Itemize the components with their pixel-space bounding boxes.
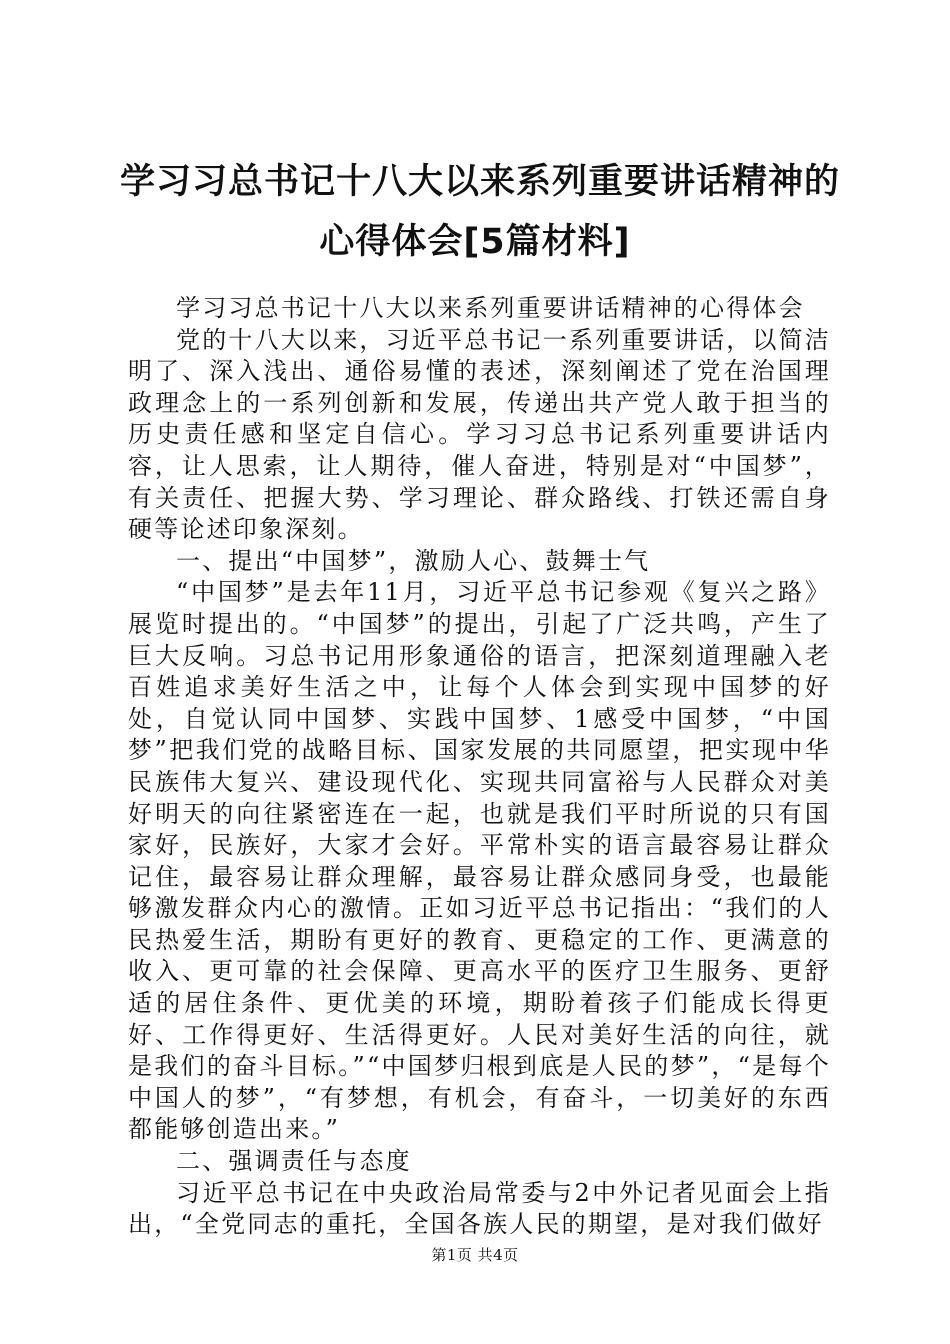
section-heading-2: 二、强调责任与态度	[176, 1147, 412, 1176]
body-paragraph: “中国梦”是去年11月，习近平总书记参观《复兴之路》展览时提出的。“中国梦”的提出，引起了广泛共鸣，产生了巨大反响。习总书记用形象通俗的语言，把深刻道理融入老百姓追求美好生活之中，让每个人体会到实现中国梦的好处，自觉认同中国梦、实践中国梦、1感受中国梦，“中国梦”把我们党的战略目标、国家发展的共同愿望，把实现中华民族伟大复兴、建设现代化、实现共同富裕与人民群众对美好明天的向往紧密连在一起，也就是我们平时所说的只有国家好，民族好，大家才会好。平常朴实的语言最容易让群众记住，最容易让群众理解，最容易让群众感同身受，也最能够激发群众内心的激情。正如习近平总书记指出：“我们的人民热爱生活，期盼有更好的教育、更稳定的工作、更满意的收入、更可靠的社会保障、更高水平的医疗卫生服务、更舒适的居住条件、更优美的环境，期盼着孩子们能成长得更好、工作得更好、生活得更好。人民对美好生活的向往，就是我们的奋斗目标。”“中国梦归根到底是人民的梦”，“是每个中国人的梦”，“有梦想，有机会，有奋斗，一切美好的东西都能够创造出来。”	[128, 578, 831, 1144]
section-heading-1: 一、提出“中国梦”，激励人心、鼓舞士气	[176, 546, 651, 575]
document-body	[128, 293, 831, 1241]
page-footer: 第1页 共4页	[431, 1246, 519, 1264]
body-paragraph: 习近平总书记在中央政治局常委与2中外记者见面会上指出，“全党同志的重托，全国各族人民的期望，是对我们做好	[128, 1178, 831, 1239]
document-title-line-1: 学习习总书记十八大以来系列重要讲话精神的	[120, 162, 841, 202]
subtitle-paragraph: 学习习总书记十八大以来系列重要讲话精神的心得体会	[176, 294, 805, 322]
intro-paragraph: 党的十八大以来，习近平总书记一系列重要讲话，以简洁明了、深入浅出、通俗易懂的表述，深刻阐述了党在治国理政理念上的一系列创新和发展，传递出共产党人敢于担当的历史责任感和坚定自信心。学习习总书记系列重要讲话内容，让人思索，让人期待，催人奋进，特别是对“中国梦”，有关责任、把握大势、学习理论、群众路线、打铁还需自身硬等论述印象深刻。	[128, 325, 831, 544]
document-title-line-2: 心得体会[5篇材料]	[319, 222, 631, 262]
